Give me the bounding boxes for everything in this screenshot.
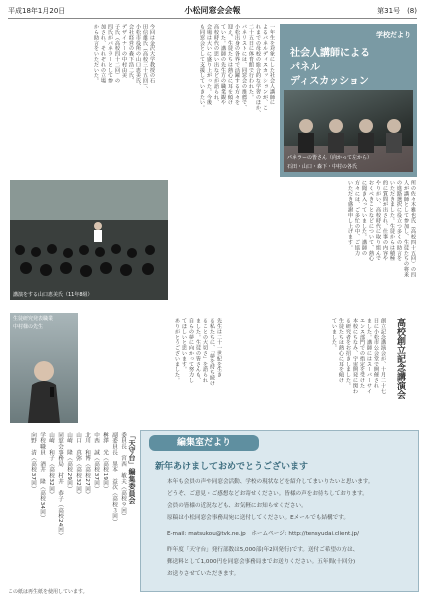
- school-news-banner: [280, 24, 417, 177]
- portrait-caption-line2: 中村様の先生: [13, 324, 44, 330]
- editor-notes-banner: 編集室だより: [149, 435, 259, 451]
- portrait-caption-line1: 生徒研究発表職業: [13, 316, 54, 322]
- editor-notes-box: [140, 430, 419, 592]
- speaker-portrait: [10, 313, 78, 423]
- editor-note-line: どうぞ、ご意見・ご感想などお寄せください。皆様の声をお待ちしております。: [167, 491, 368, 497]
- banner-title-line2: パネル: [290, 62, 320, 73]
- banner-kicker: 学校だより: [376, 31, 411, 39]
- contact-email-line: E-mail: matsukou@tvk.ne.jp ホームページ: http://tensyudai.client.jp/: [167, 531, 359, 537]
- editor-note-line: お送りさせていただきます。: [167, 571, 240, 577]
- article-body-top-right: 一年生を対象にした社会人講師に よるパネルディスカッションが、こ れまでの母校の総合的な学習のほか、 二十五日に体育館で行われた。 パネリストには、同窓会の推薦で、 小松出身の各界で活躍する方々を 迎え、生徒たちは熱心に耳を傾け ていた。講師の先生方の職業観や 高校時代の思い出などが語られ、 会場は大いに盛り上がった。今後 も同窓会として支援していきたい。: [199, 24, 275, 116]
- editor-note-line: 本年も会員の声や同窓会活動、学校の現状などを紹介してまいりたいと思います。: [167, 479, 374, 485]
- article-body-top-left: 今回は金沢大学教授の石 田信雄氏（高校三十五回）、 小松市役所の山口恵美氏、 会社経営の森下浩二氏、 デザイナーの中村由美 子氏（高校四十二回）の 四氏がパネラーとして参 加され、それぞれの立場 から助言をいただいた。: [93, 24, 155, 92]
- recycled-paper-note: この紙は再生紙を使用しています。: [8, 589, 88, 595]
- lecture-article-body: 創立記念講演会が、十月二十七 日に小松市公会堂で開催され ました。講師にはスーパーサイ エンス部門での指定を受けた 本校にちなみ、宇宙開発に関わ る研究者をお招きしました。 生徒たちは熱心に耳を傾け ていました。: [331, 318, 386, 394]
- audience-figures: [10, 180, 168, 300]
- issue-number: 第31号 (8): [377, 7, 417, 15]
- committee-title: 「天守台」編集委員会: [128, 432, 136, 504]
- page-header: [8, 4, 417, 19]
- banner-title-line3: ディスカッション: [290, 76, 369, 87]
- editor-note-line: 郵送料として1,000円を同窓会事務局までお送りください。五年間(十回分): [167, 559, 356, 565]
- lecture-photo-caption: 講演をする山口恵美氏（11年8組）: [13, 292, 93, 298]
- newsletter-title: 小松同窓会会報: [184, 6, 241, 15]
- editor-note-line: 昨年度「天守台」発行部数は5,000部(年2回発行)です。送付ご希望の方は、: [167, 547, 359, 553]
- article-body-lower: 先生は二十一世紀を生き る私たちに、「夢を持ち続け ることの大切さ」を語られ ました。生徒の皆さんも、 自らの夢に向かって努力し てほしいと思います。 ありがとうございました。: [174, 318, 222, 386]
- issue-date: 平成18年1月20日: [8, 7, 66, 15]
- editor-notes-headline: 新年あけましておめでとうございます: [155, 462, 309, 472]
- editorial-committee: 「天守台」編集委員会 委員長 宮西 敏夫（高校９回） 副委員長 黒本 益次（高校３回） 桝澤 光（高校19回） 中西 誠（高校37回） 北川 和博（高校27回） 山口 真弥（高校32回） 山崎 隆（高校29回） 同窓会事務局 村井 恭子（高校24回） 山崎 和子（高校32回） 学校職員 酒井 隆（高校34回） 向野 清（高校37回）: [10, 432, 136, 582]
- editor-note-line: 会員の皆様の近況なども、お気軽にお知らせください。: [167, 503, 307, 509]
- banner-caption-line1: パネラーの皆さん（向かって左から）: [287, 155, 373, 161]
- banner-caption-line2: 石田・山口・森下・中村の各氏: [287, 164, 358, 170]
- lecture-photo: [10, 180, 168, 300]
- panelists-photo: [284, 90, 413, 172]
- editor-note-line: 原稿は小松同窓会事務局宛に送付してください。Eメールでも結構です。: [167, 515, 349, 521]
- article-body-mid: 所の佐々木雅也氏（高校四十五回）の四 人が講師として参加し、生徒たちの将来 の進路選択に役立つ多くの助言を いただきました。生徒からは積極 的に質問が出され、仕事の内容や やりがい、高校時代に取り組んで おくべきことなどについて、熱心 に聞き入っていました。講師の 方々には、ご多忙の中、ご協力 いただき感謝申し上げます。: [347, 180, 416, 278]
- banner-title-line1: 社会人講師による: [290, 48, 370, 59]
- lecture-article-title: 高校創立記念講演会: [395, 318, 405, 399]
